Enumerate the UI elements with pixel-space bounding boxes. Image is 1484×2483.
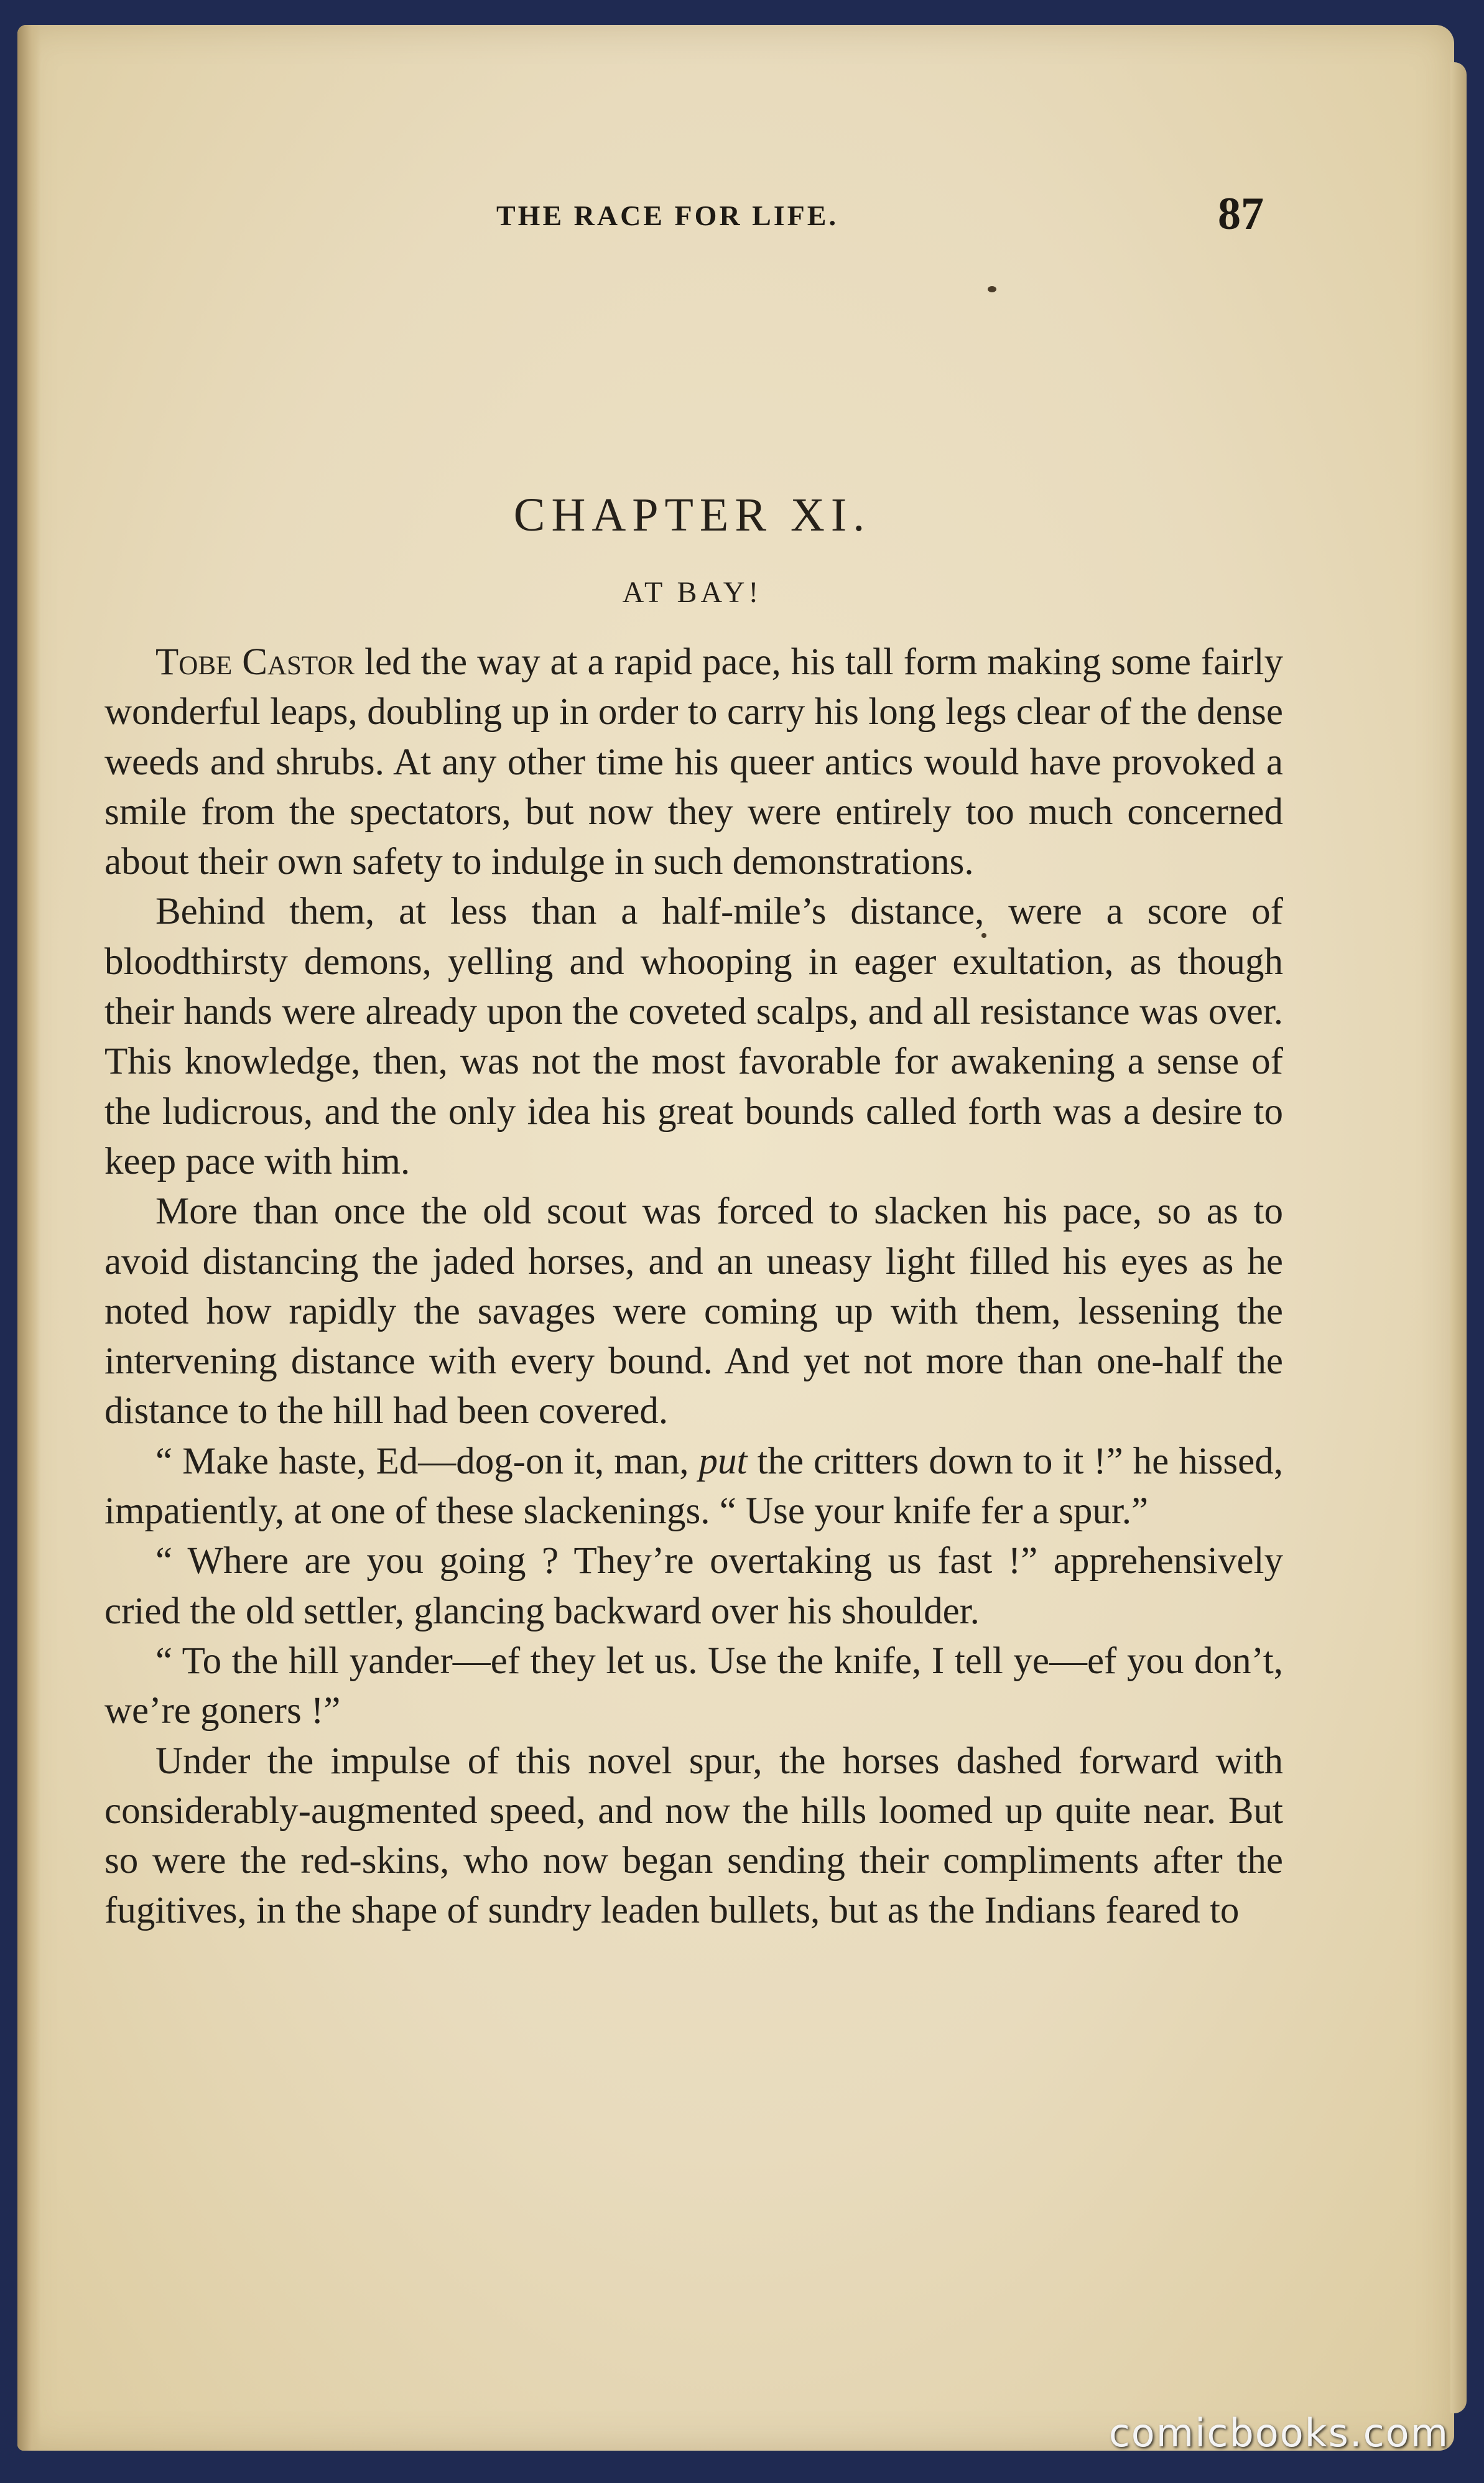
chapter-body xyxy=(104,638,1283,1936)
paragraph: More than once the old scout was forced to slacken his pace, so as to avoid distancing the jaded horses, and an uneasy light filled his eyes as he noted how rapidly the savages were coming up with them, lessening the intervening distance with every bound. And yet not more than one-half the distance to the hill had been covered. xyxy=(104,1190,1283,1432)
paragraph-text: the critters down to it !” he hissed, impatiently, at one of these slackenings. “ Use your knife fer a spur.” xyxy=(104,1440,1283,1533)
chapter-title: CHAPTER XI. xyxy=(513,489,871,541)
book-page xyxy=(17,25,1454,2451)
paragraph: Under the impulse of this novel spur, the horses dashed forward with considerably-augmented speed, and now the hills loomed up quite near. But so were the red-skins, who now began sending their compliments after the fugitives, in the shape of sundry leaden bullets, but as the Indians feared to xyxy=(104,1740,1283,1932)
page-number: 87 xyxy=(1218,188,1264,239)
paragraph xyxy=(104,638,1283,887)
page-edge xyxy=(1450,62,1467,2413)
ink-speck xyxy=(988,286,996,292)
paragraph-text: led the way at a rapid pace, his tall form making some fairly wonderful leaps, doubling up in order to carry his long legs clear of the dense weeds and shrubs. At any other time his queer antics would have provoked a smile from the spectators, but now they were entirely too much concerned about their own safety to indulge in such demonstrations. xyxy=(104,641,1283,883)
paragraph: Behind them, at less than a half-mile’s distance, were a score of bloodthirsty demons, yelling and whooping in eager exultation, as though their hands were already upon the coveted scalps, and all resistance was over. This knowledge, then, was not the most favorable for awakening a sense of the ludicrous, and the only idea his great bounds called forth was a desire to keep pace with him. xyxy=(104,891,1283,1182)
paragraph xyxy=(104,1437,1283,1537)
chapter-subtitle: AT BAY! xyxy=(622,576,763,609)
paragraph-text: “ Make haste, Ed—dog-on it, man, xyxy=(155,1440,699,1482)
emphasis: put xyxy=(698,1440,748,1482)
paragraph: “ Where are you going ? They’re overtaking us fast !” apprehensively cried the old settler, glancing backward over his shoulder. xyxy=(104,1540,1283,1632)
paragraph: “ To the hill yander—ef they let us. Use the knife, I tell ye—ef you don’t, we’re goners !” xyxy=(104,1640,1283,1732)
paragraph-lead: Tobe Castor xyxy=(155,641,355,683)
page-spine-shadow xyxy=(17,25,41,2451)
watermark: comicbooks.com xyxy=(1108,2410,1449,2456)
running-head: THE RACE FOR LIFE. xyxy=(496,200,838,231)
